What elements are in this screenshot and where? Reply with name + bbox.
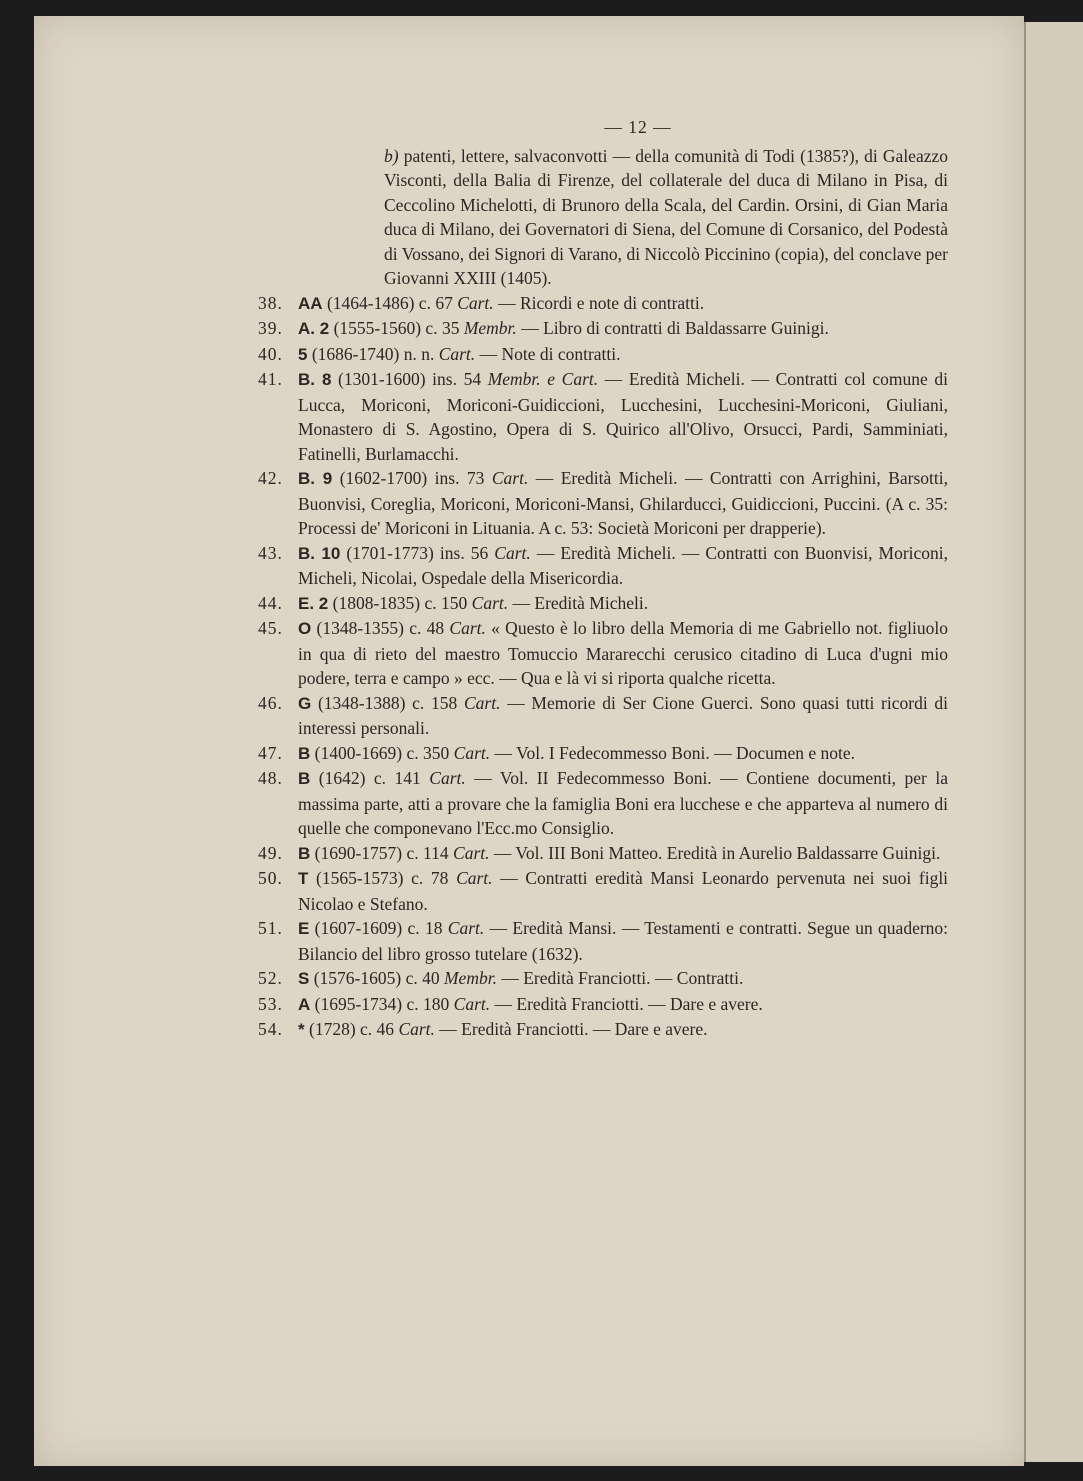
entry-list: [258, 291, 948, 1043]
entry-signature: B: [298, 769, 311, 788]
entry-material: Membr. e Cart.: [487, 369, 599, 389]
entry-count: n. n.: [403, 343, 435, 364]
entry-signature: E: [298, 919, 310, 938]
entry-description: — Eredità Mansi. — Testamenti e contratti. Segue un quaderno: Bilancio del libro grosso tutelare (1632).: [298, 918, 949, 964]
entry-count: c. 180: [406, 993, 450, 1014]
entry-material: Membr.: [463, 318, 517, 338]
entry-signature: T: [298, 869, 309, 888]
entry-dates: (1348-1388): [317, 692, 406, 713]
entry-dates: (1576-1605): [313, 968, 402, 988]
entry-count: ins. 56: [439, 542, 489, 563]
entry-signature: *: [298, 1020, 305, 1039]
entry-material: Cart.: [398, 1019, 435, 1039]
entry-dates: (1642): [318, 768, 366, 788]
entry-description: — Vol. III Boni Matteo. Eredità in Aurelio Baldassarre Guinigi.: [493, 842, 941, 863]
list-item: [258, 616, 948, 691]
list-item: [258, 1017, 948, 1043]
entry-signature: B. 8: [298, 370, 332, 389]
entry-description: — Memorie di Ser Cione Guerci. Sono quasi tutti ricordi di interessi personali.: [298, 692, 949, 738]
entry-material: Cart.: [429, 768, 466, 788]
entry-number: 52.: [258, 968, 283, 988]
entry-signature: G: [298, 693, 312, 713]
entry-count: c. 40: [405, 968, 440, 988]
entry-signature: B: [298, 743, 311, 763]
entry-signature: B. 10: [298, 543, 341, 563]
entry-description: — Eredità Micheli. — Contratti col comune di Lucca, Moriconi, Moriconi-Guidiccioni, Lucchesini, Lucchesini-Moriconi, Giuliani, Monastero di S. Agostino, Opera di S. Quirico all'Olivo, Orsucci, Pardi, Samminiati, Fatinelli, Burlamacchi.: [298, 369, 949, 464]
entry-dates: (1400-1669): [314, 742, 403, 763]
entry-description: — Ricordi e note di contratti.: [498, 292, 705, 313]
entry-dates: (1464-1486): [326, 292, 415, 313]
list-item: [258, 916, 948, 966]
entry-number: 44.: [258, 592, 283, 613]
entry-number: 54.: [258, 1019, 283, 1039]
entry-signature: B. 9: [298, 469, 333, 488]
entry-material: Cart.: [463, 692, 501, 713]
entry-signature: S: [298, 969, 310, 988]
entry-material: Cart.: [453, 842, 490, 863]
list-item: [258, 367, 948, 466]
entry-material: Cart.: [457, 292, 494, 313]
entry-dates: (1728): [309, 1019, 356, 1039]
entry-number: 46.: [258, 692, 283, 713]
entry-number: 42.: [258, 468, 283, 488]
entry-number: 53.: [258, 993, 283, 1014]
entry-material: Cart.: [447, 918, 485, 938]
list-item: [258, 841, 948, 867]
entry-number: 47.: [258, 742, 283, 763]
entry-count: c. 48: [409, 618, 445, 638]
entry-count: c. 158: [412, 692, 458, 713]
entry-count: c. 150: [424, 592, 468, 613]
entry-signature: AA: [298, 293, 323, 313]
entry-dates: (1565-1573): [316, 868, 404, 888]
entry-dates: (1686-1740): [311, 343, 400, 364]
entry-description: — Eredità Franciotti. — Dare e avere.: [494, 993, 763, 1014]
entry-number: 51.: [258, 918, 283, 938]
entry-material: Cart.: [471, 592, 509, 613]
entry-count: c. 141: [373, 768, 421, 788]
entry-count: c. 78: [411, 868, 449, 888]
entry-description: — Contratti eredità Mansi Leonardo pervenuta nei suoi figli Nicolao e Stefano.: [298, 868, 949, 914]
entry-count: ins. 54: [432, 369, 482, 389]
entry-dates: (1690-1757): [314, 842, 403, 863]
entry-number: 39.: [258, 318, 283, 338]
entry-number: 41.: [258, 369, 283, 389]
entry-count: c. 350: [406, 742, 450, 763]
list-item: [258, 316, 948, 342]
entry-number: 45.: [258, 618, 283, 638]
entry-description: — Note di contratti.: [479, 343, 621, 364]
entry-material: Cart.: [453, 742, 491, 763]
list-item: [258, 741, 948, 767]
entry-description: — Eredità Micheli. — Contratti con Arrighini, Barsotti, Buonvisi, Coreglia, Moriconi, Moriconi-Mansi, Ghilarducci, Guidiccioni, Puccini. (A c. 35: Processi de' Moriconi in Lituania. A c. 53: Società Moriconi per drapperie).: [298, 468, 949, 538]
entry-material: Membr.: [443, 968, 497, 988]
entry-description: — Eredità Franciotti. — Contratti.: [501, 968, 744, 988]
list-item: [258, 866, 948, 916]
entry-number: 48.: [258, 768, 283, 788]
entry-signature: O: [298, 619, 312, 638]
entry-material: Cart.: [449, 618, 486, 638]
entry-description: — Vol. I Fedecommesso Boni. — Documen e note.: [494, 742, 856, 763]
entry-material: Cart.: [491, 468, 529, 488]
entry-material: Cart.: [494, 542, 531, 563]
list-item: [258, 466, 948, 541]
entry-signature: A: [298, 994, 311, 1014]
entry-description: « Questo è lo libro della Memoria di me Gabriello not. figliuolo in qua di rieto del maestro Tomuccio Mararecchi cerusico citadino di Luca d'ugni mio podere, terra e campo » ecc. — Qua e là vi si riporta qualche ricetta.: [298, 618, 949, 688]
entry-dates: (1808-1835): [332, 592, 421, 613]
entry-signature: 5: [298, 344, 308, 364]
entry-number: 38.: [258, 292, 283, 313]
entry-description: — Vol. II Fedecommesso Boni. — Contiene documenti, per la massima parte, atti a provare che la famiglia Boni era lucchese e che apparteva al numero di quelle che componevano l'Ecc.mo Consiglio.: [298, 768, 948, 838]
entry-description: — Libro di contratti di Baldassarre Guinigi.: [521, 318, 829, 338]
entry-material: Cart.: [453, 993, 491, 1014]
entry-signature: A. 2: [298, 319, 330, 338]
list-item: [258, 541, 948, 591]
entry-number: 50.: [258, 868, 283, 888]
entry-dates: (1607-1609): [314, 918, 403, 938]
entry-number: 43.: [258, 542, 283, 563]
entry-count: ins. 73: [434, 468, 485, 488]
entry-description: — Eredità Micheli. — Contratti con Buonvisi, Moriconi, Micheli, Nicolai, Ospedale della Misericordia.: [298, 542, 949, 588]
intro-label: b): [384, 145, 399, 166]
list-item: [258, 342, 948, 368]
entry-count: c. 67: [418, 292, 453, 313]
entry-dates: (1555-1560): [333, 318, 422, 338]
entry-count: c. 35: [425, 318, 460, 338]
entry-dates: (1348-1355): [316, 618, 404, 638]
list-item: [258, 291, 948, 317]
entry-signature: E. 2: [298, 593, 329, 613]
entry-number: 49.: [258, 842, 283, 863]
entry-count: c. 114: [406, 842, 449, 863]
list-item: [258, 691, 948, 741]
list-item: [258, 966, 948, 992]
page-text: [258, 115, 948, 1043]
entry-description: — Eredità Micheli.: [512, 592, 649, 613]
intro-paragraph: [384, 144, 948, 291]
adjacent-page-edge: [1024, 22, 1083, 1462]
entry-dates: (1701-1773): [346, 542, 434, 563]
page-number: — 12 —: [604, 117, 672, 137]
entry-signature: B: [298, 843, 311, 863]
entry-count: c. 46: [360, 1019, 395, 1039]
entry-dates: (1301-1600): [338, 369, 426, 389]
entry-material: Cart.: [438, 343, 476, 364]
intro-text: patenti, lettere, salvaconvotti — della comunità di Todi (1385?), di Galeazzo Visconti, della Balia di Firenze, del collaterale del duca di Milano in Pisa, di Ceccolino Michelotti, di Brunoro della Scala, del Cardin. Orsini, di Gian Maria duca di Milano, dei Governatori di Siena, del Comune di Corsanico, del Podestà di Vossano, dei Signori di Varano, di Niccolò Piccinino (copia), del conclave per Giovanni XXIII (1405).: [384, 145, 949, 288]
entry-dates: (1602-1700): [339, 468, 428, 488]
entry-count: c. 18: [407, 918, 443, 938]
entry-dates: (1695-1734): [314, 993, 403, 1014]
list-item: [258, 591, 948, 617]
entry-number: 40.: [258, 343, 283, 364]
list-item: [258, 766, 948, 841]
entry-material: Cart.: [456, 868, 493, 888]
list-item: [258, 992, 948, 1018]
entry-description: — Eredità Franciotti. — Dare e avere.: [439, 1019, 708, 1039]
